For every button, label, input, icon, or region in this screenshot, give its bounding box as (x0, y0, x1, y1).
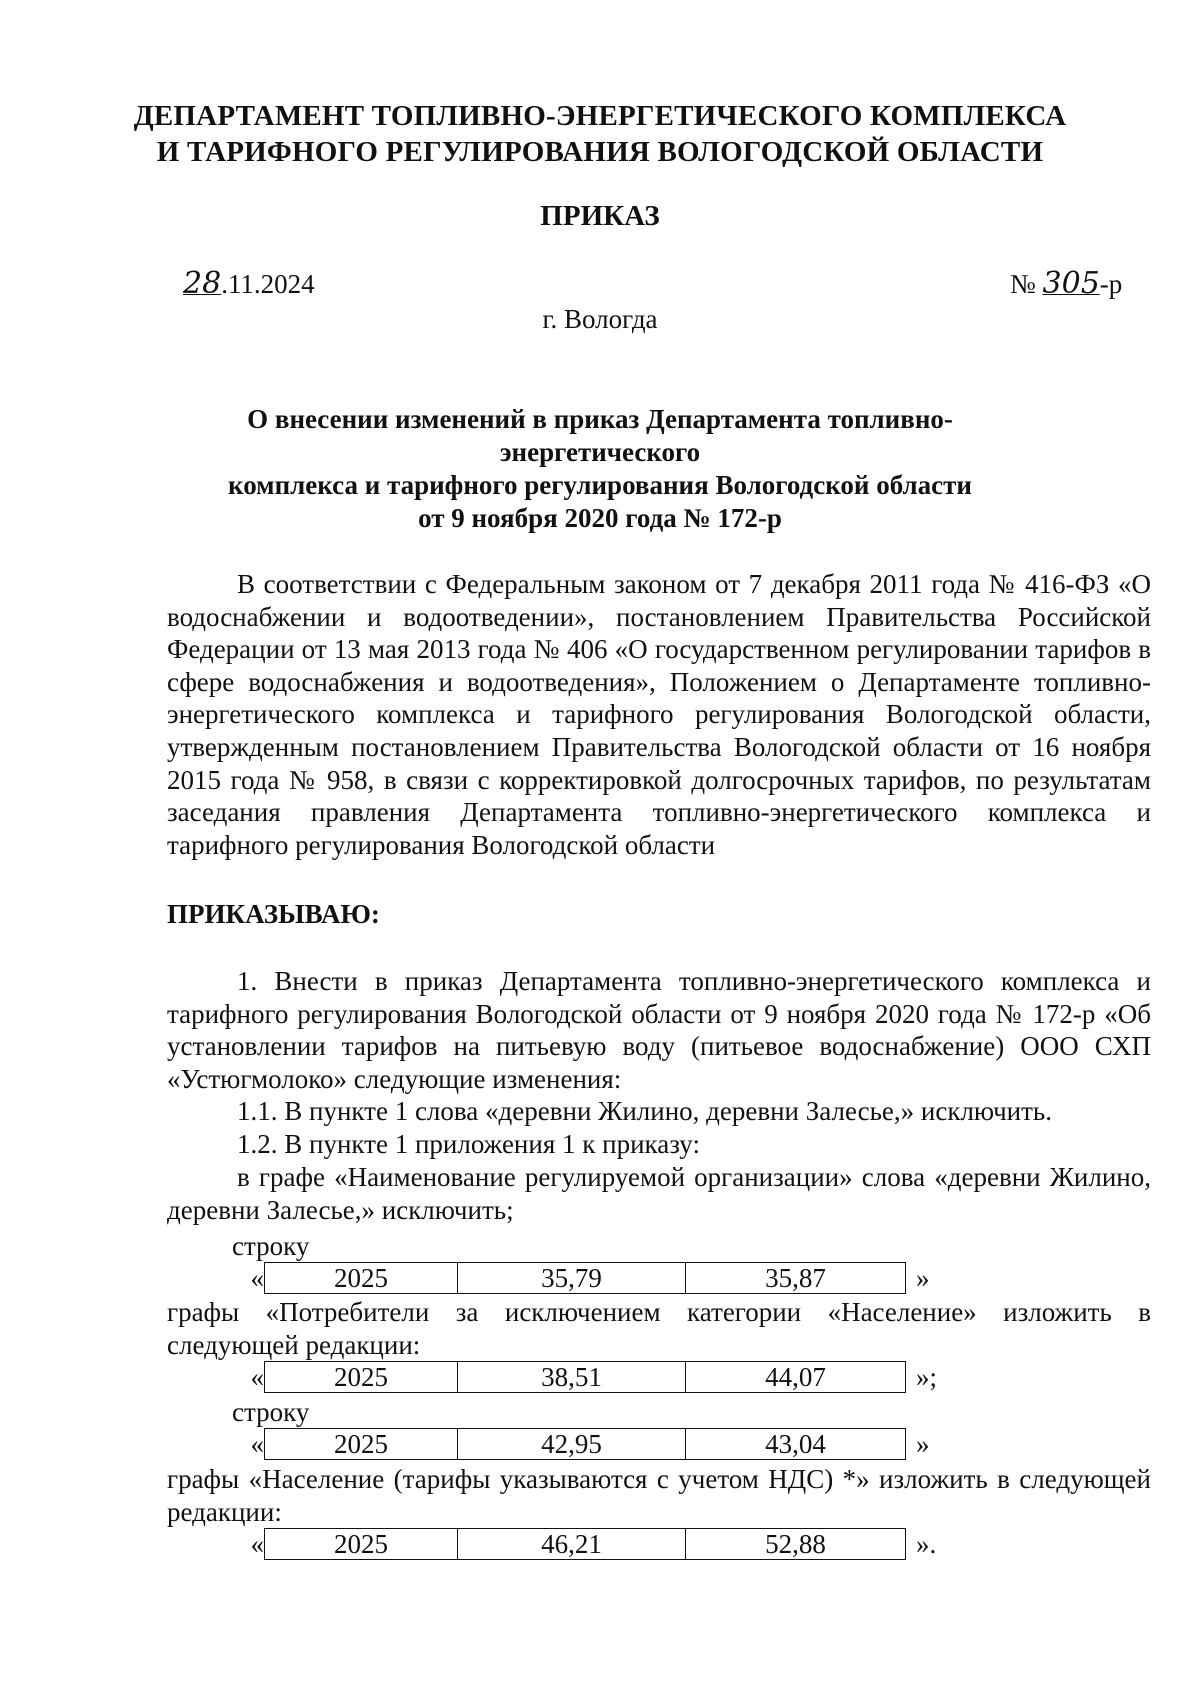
date-rest: .11.2024 (221, 269, 315, 299)
cell-value-1: 35,79 (458, 1263, 686, 1293)
table-row (237, 1528, 936, 1560)
quote-open: « (250, 1428, 264, 1459)
number-handwritten: 305 (1042, 266, 1100, 301)
grafy-population: графы «Население (тарифы указываются с учетом НДС) *» изложить в следующей редакции: (167, 1464, 1151, 1527)
cell-value-2: 44,07 (765, 1361, 826, 1392)
stroku-label-2: строку (232, 1397, 310, 1427)
table-row (237, 1361, 937, 1393)
cell-value-2: 52,88 (765, 1528, 826, 1559)
order-date (183, 266, 315, 301)
item-1-2: 1.2. В пункте 1 приложения 1 к приказу: (237, 1129, 700, 1159)
order-number (1010, 266, 1122, 301)
quote-close: » (916, 1262, 930, 1293)
table-cells (264, 1528, 906, 1560)
cell-year: 2025 (265, 1429, 458, 1459)
quote-close: »; (916, 1361, 938, 1392)
department-header (0, 98, 1200, 170)
subject-line-2: комплекса и тарифного регулирования Вологодской области (228, 470, 972, 500)
order-subject (150, 403, 1050, 535)
cell-value-1: 46,21 (458, 1529, 686, 1559)
cell-value-1: 38,51 (458, 1362, 686, 1392)
order-directive: ПРИКАЗЫВАЮ: (167, 899, 380, 929)
header-line-1: ДЕПАРТАМЕНТ ТОПЛИВНО-ЭНЕРГЕТИЧЕСКОГО КОМПЛЕКСА (133, 100, 1067, 132)
cell-year: 2025 (265, 1362, 458, 1392)
number-prefix: № (1010, 269, 1036, 299)
subject-line-1: О внесении изменений в приказ Департамента топливно-энергетического (247, 404, 953, 467)
stroku-label-1: строку (232, 1231, 310, 1261)
cell-value-2: 43,04 (765, 1428, 826, 1459)
quote-open: « (250, 1361, 264, 1392)
quote-close: » (916, 1428, 930, 1459)
table-row (237, 1262, 930, 1294)
cell-value-2: 35,87 (765, 1262, 826, 1293)
table-cells (264, 1428, 906, 1460)
table-cells (264, 1262, 906, 1294)
grafy-consumers: графы «Потребители за исключением категории «Население» изложить в следующей редакции: (167, 1297, 1151, 1360)
cell-value-1: 42,95 (458, 1429, 686, 1459)
preamble-paragraph: В соответствии с Федеральным законом от 7 декабря 2011 года № 416-ФЗ «О водоснабжении и водоотведении», постановлением Правительства Российской Федерации от 13 мая 2013 года № 406 «О государственном регулировании тарифов в сфере водоснабжения и водоотведения», Положением о Департаменте топливно-энергетического комплекса и тарифного регулирования Вологодской области, утвержденным постановлением Правительства Вологодской области от 16 ноября 2015 года № 958, в связи с корректировкой долгосрочных тарифов, по результатам заседания правления Департамента топливно-энергетического комплекса и тарифного регулирования Вологодской области (167, 569, 1151, 860)
item-1-2-text: в графе «Наименование регулируемой организации» слова «деревни Жилино, деревни Залесье,» исключить; (167, 1162, 1151, 1225)
table-cells (264, 1361, 906, 1393)
city: г. Вологда (542, 304, 658, 334)
table-row (237, 1428, 930, 1460)
item-1-paragraph: 1. Внести в приказ Департамента топливно-энергетического комплекса и тарифного регулирования Вологодской области от 9 ноября 2020 года № 172-р «Об установлении тарифов на питьевую воду (питьевое водоснабжение) ООО СХП «Устюгмолоко» следующие изменения: (167, 966, 1151, 1094)
subject-line-3: от 9 ноября 2020 года № 172-р (418, 503, 782, 533)
header-line-2: И ТАРИФНОГО РЕГУЛИРОВАНИЯ ВОЛОГОДСКОЙ ОБЛАСТИ (156, 136, 1044, 168)
cell-year: 2025 (265, 1529, 458, 1559)
quote-open: « (250, 1262, 264, 1293)
doc-type-title: ПРИКАЗ (540, 200, 660, 232)
quote-open: « (250, 1528, 264, 1559)
quote-close: ». (916, 1528, 937, 1559)
item-1-1: 1.1. В пункте 1 слова «деревни Жилино, деревни Залесье,» исключить. (237, 1096, 1052, 1126)
date-day-handwritten: 28 (183, 266, 222, 301)
number-suffix: -р (1099, 269, 1123, 299)
cell-year: 2025 (265, 1263, 458, 1293)
